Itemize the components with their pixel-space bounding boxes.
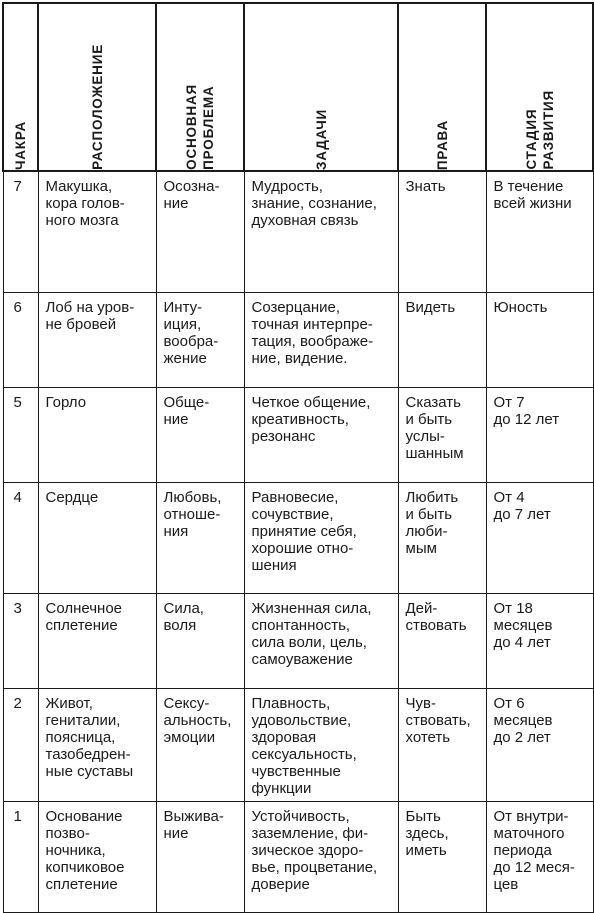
chakra-number: 5 — [3, 388, 38, 483]
header-location-label: РАСПОЛОЖЕНИЕ — [89, 44, 105, 170]
header-rights — [398, 3, 486, 171]
location-cell: Лоб на уров- не бровей — [38, 293, 156, 388]
main-problem-cell: Сексу- альность, эмоции — [156, 689, 244, 802]
location-cell: Основание позво- ночника, копчиковое сплетение — [38, 802, 156, 913]
stage-cell: В течение всей жизни — [486, 171, 593, 293]
header-rights-label: ПРАВА — [434, 119, 450, 170]
main-problem-cell: Инту- иция, вообра- жение — [156, 293, 244, 388]
header-tasks — [244, 3, 398, 171]
header-tasks-label: ЗАДАЧИ — [313, 108, 329, 170]
table-row — [3, 388, 593, 483]
header-row — [3, 3, 593, 171]
rights-cell: Знать — [398, 171, 486, 293]
rights-cell: Дей- ствовать — [398, 594, 486, 689]
chakra-number: 4 — [3, 483, 38, 594]
stage-cell: От 4 до 7 лет — [486, 483, 593, 594]
main-problem-cell: Обще- ние — [156, 388, 244, 483]
tasks-cell: Мудрость, знание, сознание, духовная связь — [244, 171, 398, 293]
table-row — [3, 483, 593, 594]
table-row — [3, 293, 593, 388]
chakra-number: 3 — [3, 594, 38, 689]
tasks-cell: Четкое общение, креативность, резонанс — [244, 388, 398, 483]
table-row — [3, 802, 593, 913]
rights-cell: Сказать и быть услы- шанным — [398, 388, 486, 483]
header-main-problem — [156, 3, 244, 171]
stage-cell: От 18 месяцев до 4 лет — [486, 594, 593, 689]
chakra-number: 7 — [3, 171, 38, 293]
tasks-cell: Созерцание, точная интерпре- тация, воображе- ние, видение. — [244, 293, 398, 388]
table-row — [3, 171, 593, 293]
stage-cell: Юность — [486, 293, 593, 388]
header-location — [38, 3, 156, 171]
chakra-number: 1 — [3, 802, 38, 913]
location-cell: Горло — [38, 388, 156, 483]
location-cell: Сердце — [38, 483, 156, 594]
chakra-table — [2, 2, 594, 913]
chakra-number: 6 — [3, 293, 38, 388]
table-row — [3, 594, 593, 689]
main-problem-cell: Сила, воля — [156, 594, 244, 689]
tasks-cell: Плавность, удовольствие, здоровая сексуальность, чувственные функции — [244, 689, 398, 802]
header-chakra-label: ЧАКРА — [13, 120, 28, 170]
stage-cell: От 6 месяцев до 2 лет — [486, 689, 593, 802]
rights-cell: Чув- ствовать, хотеть — [398, 689, 486, 802]
header-chakra — [3, 3, 38, 171]
header-stage-label: СТАДИЯ РАЗВИТИЯ — [523, 90, 556, 170]
tasks-cell: Жизненная сила, спонтанность, сила воли, цель, самоуважение — [244, 594, 398, 689]
tasks-cell: Равновесие, сочувствие, принятие себя, хорошие отно- шения — [244, 483, 398, 594]
table-row — [3, 689, 593, 802]
stage-cell: От 7 до 12 лет — [486, 388, 593, 483]
main-problem-cell: Осозна- ние — [156, 171, 244, 293]
header-main-problem-label: ОСНОВНАЯ ПРОБЛЕМА — [184, 84, 216, 170]
chakra-number: 2 — [3, 689, 38, 802]
tasks-cell: Устойчивость, заземление, фи- зическое здоро- вье, процветание, доверие — [244, 802, 398, 913]
main-problem-cell: Любовь, отноше- ния — [156, 483, 244, 594]
location-cell: Живот, гениталии, поясница, тазобедрен- ные суставы — [38, 689, 156, 802]
location-cell: Макушка, кора голов- ного мозга — [38, 171, 156, 293]
location-cell: Солнечное сплетение — [38, 594, 156, 689]
main-problem-cell: Выжива- ние — [156, 802, 244, 913]
rights-cell: Видеть — [398, 293, 486, 388]
header-stage — [486, 3, 593, 171]
rights-cell: Любить и быть люби- мым — [398, 483, 486, 594]
rights-cell: Быть здесь, иметь — [398, 802, 486, 913]
stage-cell: От внутри- маточного периода до 12 меся- цев — [486, 802, 593, 913]
